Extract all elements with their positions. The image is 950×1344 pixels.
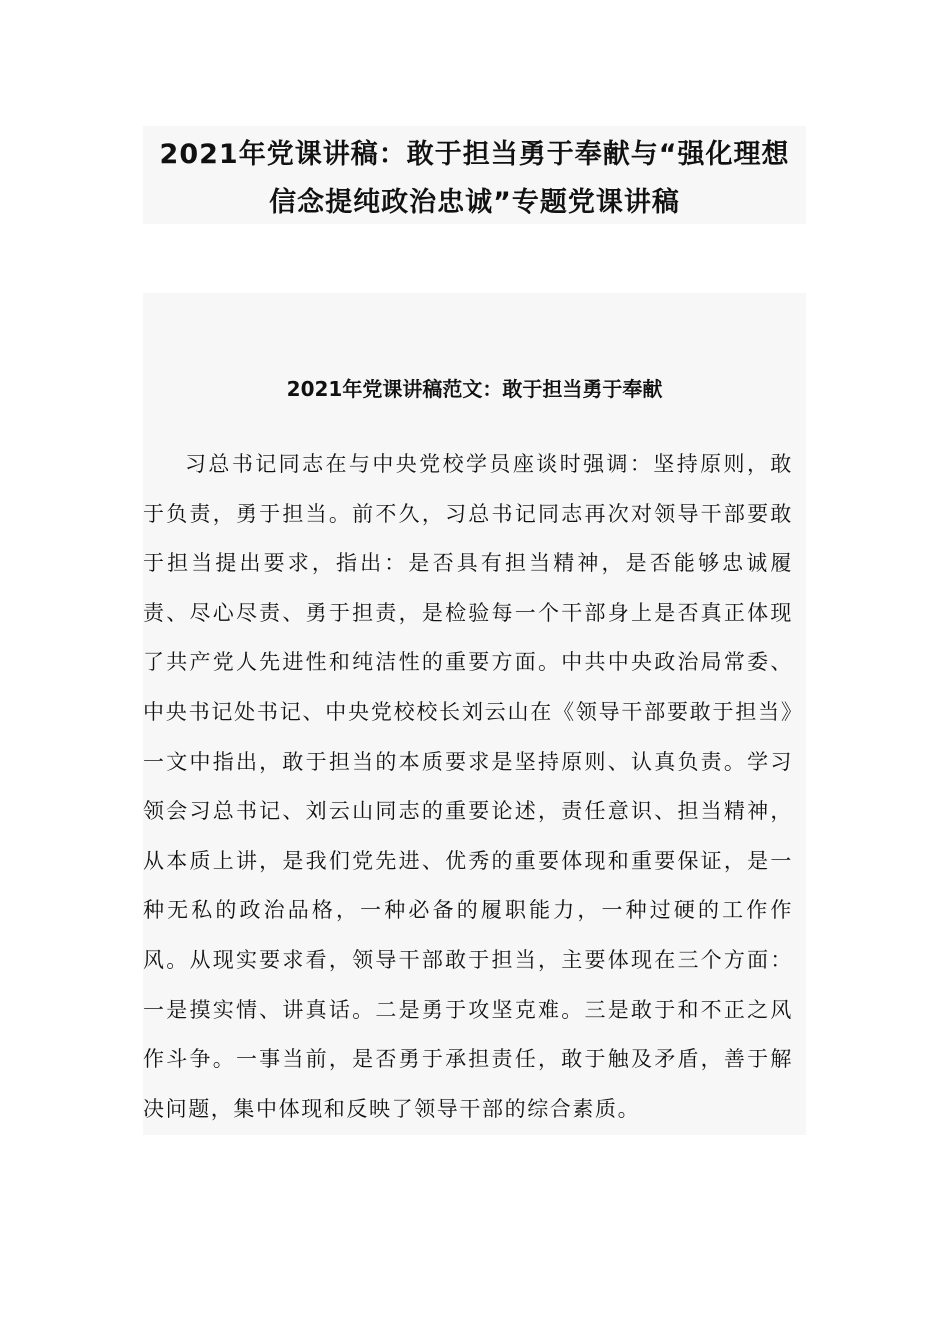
content-block [143, 293, 806, 1135]
body-paragraph: 习总书记同志在与中央党校学员座谈时强调：坚持原则，敢于负责，勇于担当。前不久，习总书记同志再次对领导干部要敢于担当提出要求，指出：是否具有担当精神，是否能够忠诚履责、尽心尽责、勇于担责，是检验每一个干部身上是否真正体现了共产党人先进性和纯洁性的重要方面。中共中央政治局常委、中央书记处书记、中央党校校长刘云山在《领导干部要敢于担当》一文中指出，敢于担当的本质要求是坚持原则、认真负责。学习领会习总书记、刘云山同志的重要论述，责任意识、担当精神，从本质上讲，是我们党先进、优秀的重要体现和重要保证，是一种无私的政治品格，一种必备的履职能力，一种过硬的工作作风。从现实要求看，领导干部敢于担当，主要体现在三个方面：一是摸实情、讲真话。二是勇于攻坚克难。三是敢于和不正之风作斗争。一事当前，是否勇于承担责任，敢于触及矛盾，善于解决问题，集中体现和反映了领导干部的综合素质。 [143, 452, 793, 1121]
document-title: 2021年党课讲稿：敢于担当勇于奉献与“强化理想 信念提纯政治忠诚”专题党课讲稿 [159, 139, 790, 218]
title-block [143, 126, 806, 224]
section-title: 2021年党课讲稿范文：敢于担当勇于奉献 [286, 377, 663, 401]
